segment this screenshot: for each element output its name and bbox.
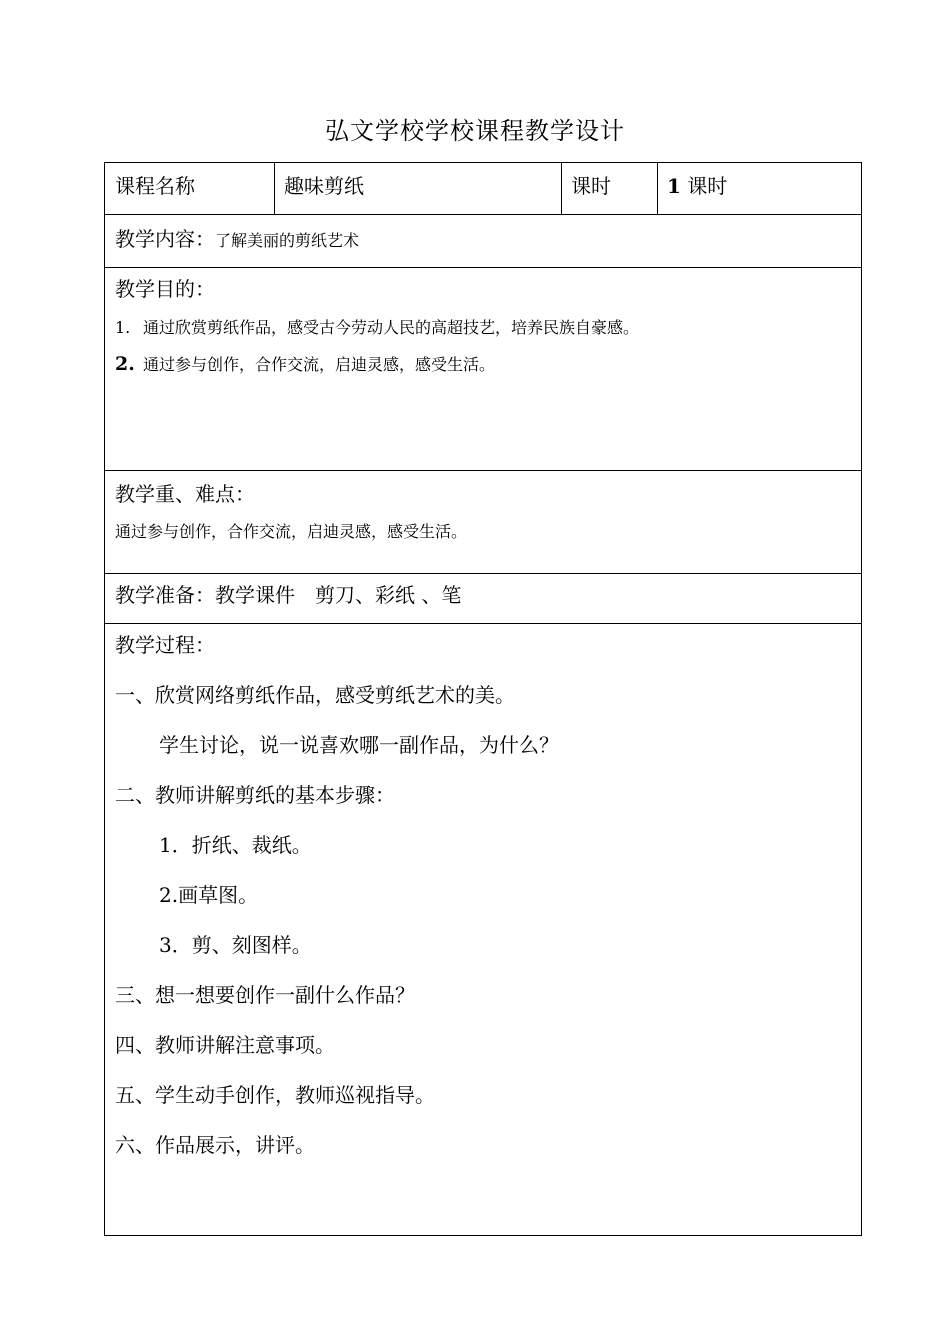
objective-item bbox=[115, 317, 639, 339]
period-label: 课时 bbox=[571, 174, 611, 198]
period-unit: 课时 bbox=[687, 174, 728, 198]
period-number: 1 bbox=[667, 174, 681, 198]
course-name-value: 趣味剪纸 bbox=[284, 174, 364, 198]
objective-text: 通过参与创作，合作交流，启迪灵感，感受生活。 bbox=[143, 355, 496, 374]
row-divider bbox=[105, 623, 861, 624]
document-title: 弘文学校学校课程教学设计 bbox=[325, 117, 625, 145]
lesson-plan-table bbox=[104, 162, 862, 1236]
objective-number: 1. bbox=[115, 318, 131, 337]
process-step: 三、想一想要创作一副什么作品？ bbox=[115, 983, 415, 1007]
period-value bbox=[667, 172, 727, 200]
row-divider bbox=[105, 214, 861, 215]
objective-item bbox=[115, 353, 495, 376]
row-divider bbox=[105, 573, 861, 574]
process-step: 2.画草图。 bbox=[159, 883, 259, 907]
process-step: 六、作品展示，讲评。 bbox=[115, 1133, 315, 1157]
key-points-label: 教学重、难点： bbox=[115, 482, 255, 506]
content-row bbox=[115, 225, 359, 253]
objective-text: 通过欣赏剪纸作品，感受古今劳动人民的高超技艺，培养民族自豪感。 bbox=[143, 318, 640, 337]
process-step: 四、教师讲解注意事项。 bbox=[115, 1033, 335, 1057]
preparation-text: 教学准备：教学课件 剪刀、彩纸 、笔 bbox=[115, 583, 462, 607]
content-label: 教学内容： bbox=[115, 227, 215, 251]
process-step: 一、欣赏网络剪纸作品，感受剪纸艺术的美。 bbox=[115, 683, 515, 707]
process-label: 教学过程： bbox=[115, 633, 215, 657]
process-step: 二、教师讲解剪纸的基本步骤： bbox=[115, 783, 395, 807]
column-divider bbox=[657, 163, 658, 214]
key-points-text: 通过参与创作，合作交流，启迪灵感，感受生活。 bbox=[115, 522, 468, 541]
row-divider bbox=[105, 267, 861, 268]
column-divider bbox=[561, 163, 562, 214]
process-step: 五、学生动手创作，教师巡视指导。 bbox=[115, 1083, 435, 1107]
column-divider bbox=[274, 163, 275, 214]
process-step: 3．剪、刻图样。 bbox=[159, 933, 312, 957]
row-divider bbox=[105, 470, 861, 471]
content-value: 了解美丽的剪纸艺术 bbox=[215, 231, 360, 250]
process-step: 1．折纸、裁纸。 bbox=[159, 833, 312, 857]
process-step: 学生讨论，说一说喜欢哪一副作品，为什么？ bbox=[159, 733, 559, 757]
course-name-label: 课程名称 bbox=[115, 174, 195, 198]
objectives-label: 教学目的： bbox=[115, 277, 215, 301]
objective-number: 2. bbox=[115, 353, 135, 375]
